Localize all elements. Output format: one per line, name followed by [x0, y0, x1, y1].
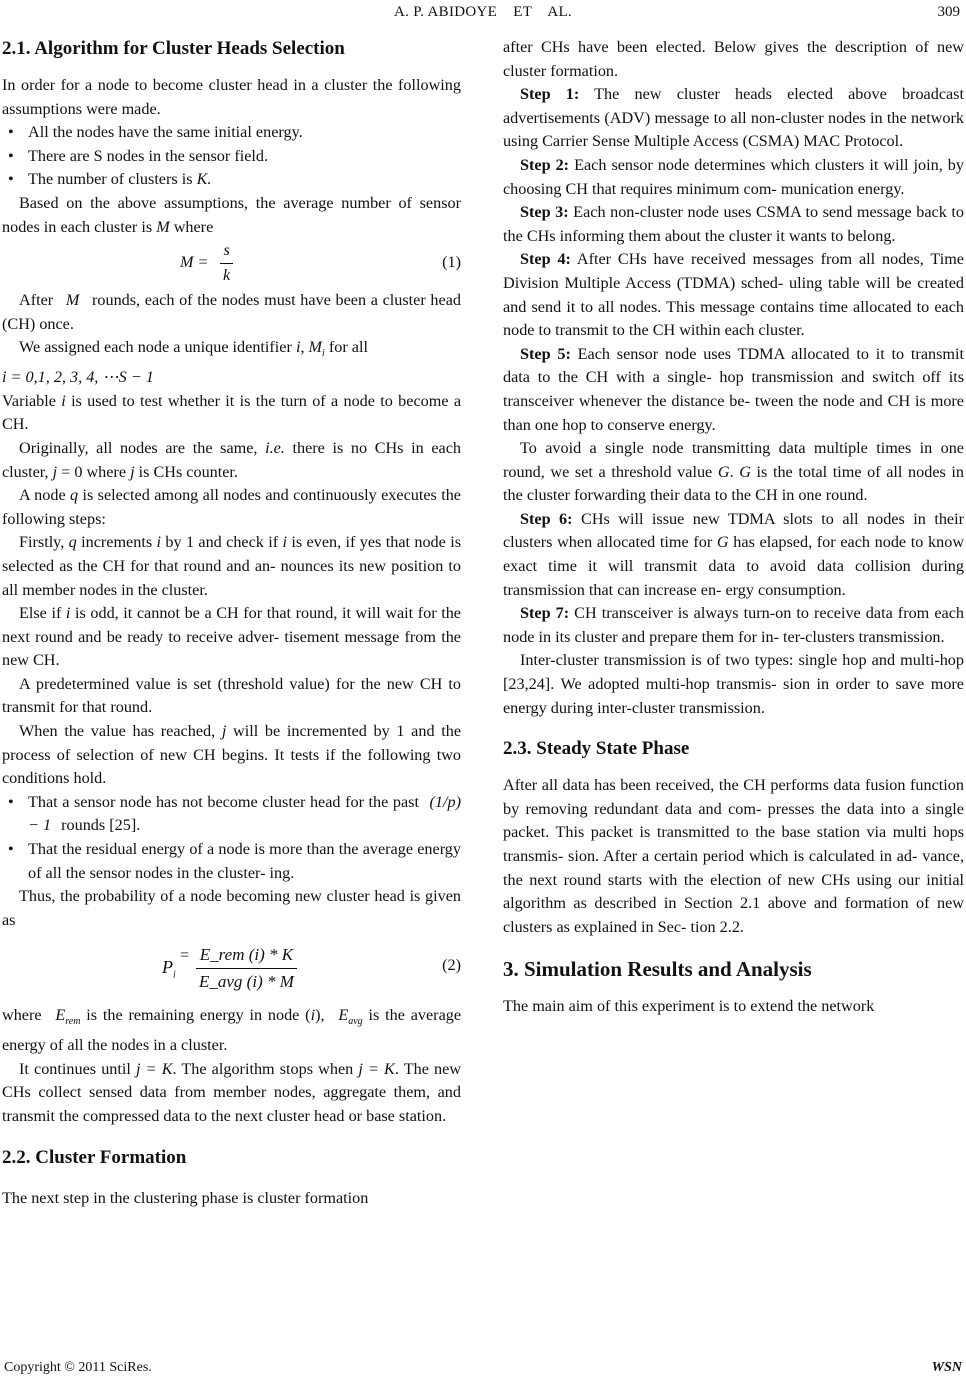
main-aim-paragraph: The main aim of this experiment is to extend the network — [503, 997, 875, 1016]
step-6: Step 6: CHs will issue new TDMA slots to all nodes in their clusters when allocated time for G has elapsed, for each node to know exact time it will transmit data to avoid data collision during transmission that can increase en- ergy consumption. — [503, 509, 965, 599]
section-2-2-heading: 2.2. Cluster Formation — [2, 1146, 187, 1168]
eq1-number: (1) — [442, 253, 461, 272]
list-item: • That a sensor node has not become cluster head for the past (1/p) − 1 rounds [25]. — [28, 791, 461, 838]
list-item: • All the nodes have the same initial energy. — [28, 121, 461, 145]
step-2: Step 2: Each sensor node determines which clusters it will join, by choosing CH that requires minimum com- munication energy. — [503, 155, 964, 198]
assign-paragraph: We assigned each node a unique identifier i, $M_i$ for all i = 0,1, 2, 3, 4, ⋯S − 1 — [2, 338, 368, 387]
step-5: Step 5: Each sensor node uses TDMA allocated to it to transmit data to the CH with a single- hop transmission and switch off its transceiver whenever the distance be- tween the node and CH is more than one hop to conserve energy. — [503, 344, 964, 434]
where-paragraph: where $E_{rem}$ is the remaining energy in node (i), $E_{avg}$ is the average energy of all the nodes in a cluster. — [2, 1006, 462, 1055]
step-7: Step 7: CH transceiver is always turn-on to receive data from each node in its cluster and prepare them for in- ter-clusters transmission. — [503, 604, 964, 646]
continues-paragraph: It continues until j = K. The algorithm stops when j = K. The new CHs collect sensed data from member nodes, aggregate them, and transmit the compressed data to the next cluster head or base station. — [2, 1059, 462, 1126]
step-4: Step 4: After CHs have received messages from all nodes, Time Division Multiple Access (TDMA) sched- uling table will be created and send it to all nodes. This message contains time allocated to each node to transmit to the CH within each cluster. — [503, 250, 964, 340]
threshold-paragraph: To avoid a single node transmitting data multiple times in one round, we set a threshold value G. G is the total time of all nodes in the cluster forwarding their data to the CH in one round. — [503, 439, 965, 505]
equation-2 — [2, 932, 461, 1004]
copyright-notice: Copyright © 2011 SciRes. — [4, 1360, 152, 1375]
when-paragraph: When the value has reached, j will be incremented by 1 and the process of selection of new CH begins. It tests if the following two conditions hold. — [2, 722, 461, 788]
else-paragraph: Else if i is odd, it cannot be a CH for that round, it will wait for the next round and be ready to receive adver- tisement message from the new CH. — [2, 604, 461, 670]
journal-name: WSN — [931, 1360, 962, 1375]
section-3-heading: 3. Simulation Results and Analysis — [503, 957, 812, 982]
intro-paragraph: In order for a node to become cluster head in a cluster the following assumptions were made. — [2, 76, 461, 118]
list-item: • That the residual energy of a node is more than the average energy of all the sensor nodes in the cluster- ing. — [28, 838, 461, 885]
right-column — [503, 36, 964, 1019]
average-paragraph: Based on the above assumptions, the average number of sensor nodes in each cluster is M where — [2, 193, 461, 236]
probability-paragraph: Thus, the probability of a node becoming new cluster head is given as — [2, 887, 461, 929]
eq2-number: (2) — [442, 956, 461, 975]
eq2-equals: = — [180, 946, 190, 965]
inter-cluster-paragraph: Inter-cluster transmission is of two types: single hop and multi-hop [23,24]. We adopted multi-hop transmis- sion in order to save more energy during inter-cluster transmission. — [503, 651, 964, 717]
continuation-paragraph: after CHs have been elected. Below gives the description of new cluster formation. — [503, 38, 964, 80]
left-column — [2, 36, 461, 1210]
eq1-lhs: M = — [180, 253, 209, 272]
identifier-range: i = 0,1, 2, 3, 4, ⋯S − 1 — [2, 368, 154, 387]
next-step-paragraph: The next step in the clustering phase is cluster formation — [2, 1188, 369, 1207]
firstly-paragraph: Firstly, q increments i by 1 and check if i is even, if yes that node is selected as the CH for that round and an- nounces its new position to all member nodes in the cluster. — [2, 533, 461, 599]
list-item: • The number of clusters is K. — [28, 168, 461, 192]
list-item: • There are S nodes in the sensor field. — [28, 145, 461, 169]
section-2-3-heading: 2.3. Steady State Phase — [503, 738, 690, 760]
step-1: Step 1: The new cluster heads elected above broadcast advertisements (ADV) message to all non-cluster nodes in the network using Carrier Sense Multiple Access (CSMA) MAC Protocol. — [503, 85, 964, 151]
step-3: Step 3: Each non-cluster node uses CSMA to send message back to the CHs informing them about the cluster it wants to belong. — [503, 203, 964, 245]
assumptions-list — [2, 121, 461, 192]
eq2-fraction: E_rem (i) * K E_avg (i) * M — [196, 942, 297, 995]
running-head-authors: A. P. ABIDOYE ET AL. — [394, 4, 572, 20]
predetermined-paragraph: A predetermined value is set (threshold value) for the new CH to transmit for that round. — [2, 674, 461, 717]
eq2-lhs: $P_i$ — [162, 957, 176, 982]
node-q-paragraph: A node q is selected among all nodes and continuously executes the following steps: — [2, 486, 461, 528]
running-header — [0, 4, 966, 26]
variable-paragraph: Variable i is used to test whether it is the turn of a node to become a CH. — [2, 391, 461, 434]
section-2-1-heading: 2.1. Algorithm for Cluster Heads Selection — [2, 38, 345, 59]
eq1-fraction: $\frac{s}{k}$ — [220, 239, 233, 287]
steady-state-paragraph: After all data has been received, the CH performs data fusion function by removing redundant data and com- presses the data into a single packet. This packet is transmitted to the base station via multi hops transmis- sion. After a certain period which is calculated in ad- vance, the next round starts with the election of new CHs using our initial algorithm as described in Section 2.1 above and formation of new clusters as explained in Sec- tion 2.2. — [503, 776, 964, 936]
conditions-list — [2, 791, 461, 885]
page-number: 309 — [937, 4, 960, 20]
equation-1 — [2, 239, 461, 289]
originally-paragraph: Originally, all nodes are the same, i.e. there is no CHs in each cluster, j = 0 where j is CHs counter. — [2, 438, 461, 481]
after-paragraph: After M rounds, each of the nodes must have been a cluster head (CH) once. — [2, 291, 461, 333]
